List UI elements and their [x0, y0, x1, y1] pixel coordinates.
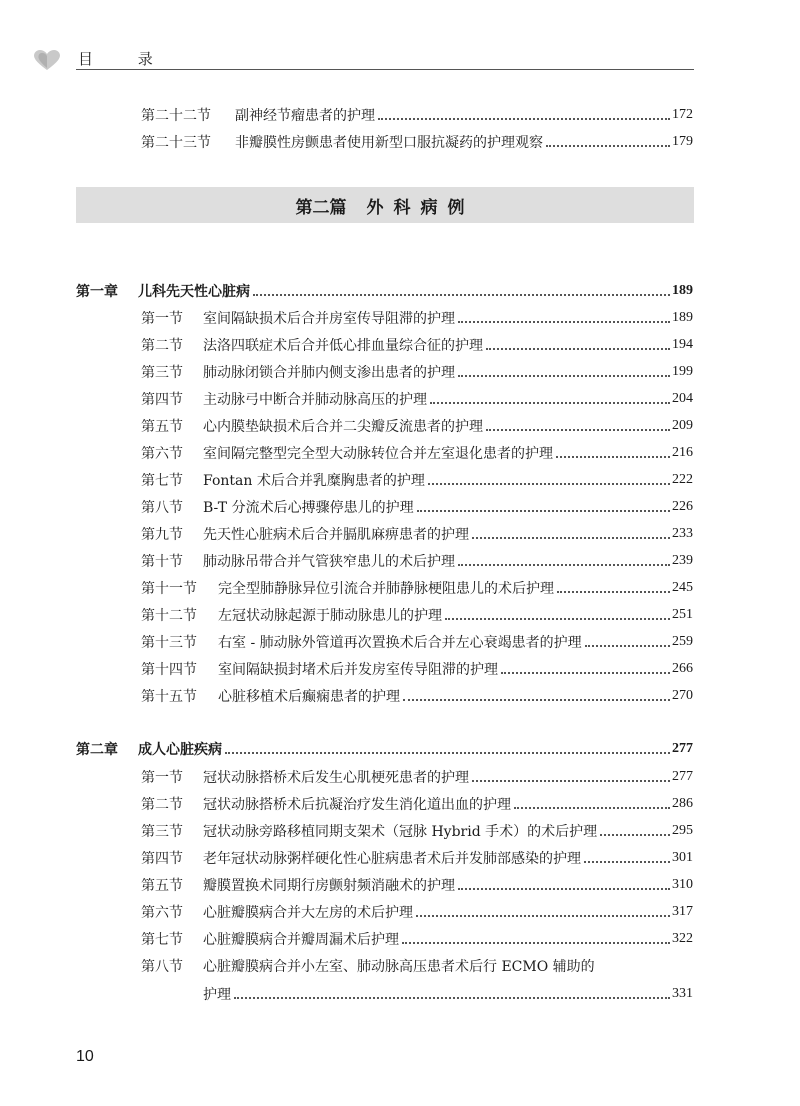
- section-number: 第二节: [141, 338, 183, 354]
- page-ref: 295: [672, 823, 693, 838]
- toc-row[interactable]: [141, 387, 693, 411]
- page-ref: 172: [672, 107, 693, 122]
- dot-leader: [501, 672, 670, 674]
- toc-row[interactable]: [141, 441, 693, 465]
- section-number: 第四节: [141, 851, 183, 867]
- heart-logo-icon: [32, 48, 62, 72]
- dot-leader: [458, 375, 670, 377]
- toc-row[interactable]: [141, 414, 693, 438]
- page-ref: 216: [672, 445, 693, 460]
- section-title: Fontan 术后合并乳糜胸患者的护理: [203, 473, 425, 489]
- dot-leader: [417, 510, 670, 512]
- toc-row[interactable]: [141, 630, 693, 654]
- section-title: 完全型肺静脉异位引流合并肺静脉梗阻患儿的术后护理: [218, 581, 554, 597]
- section-title: 冠状动脉旁路移植同期支架术（冠脉 Hybrid 手术）的术后护理: [203, 824, 598, 840]
- section-title: 冠状动脉搭桥术后发生心肌梗死患者的护理: [203, 770, 469, 786]
- part-heading: [76, 187, 694, 223]
- dot-leader: [472, 780, 670, 782]
- chapter-row[interactable]: [76, 737, 693, 761]
- page-ref: 222: [672, 472, 693, 487]
- toc-row[interactable]: [141, 900, 693, 924]
- dot-leader: [445, 618, 670, 620]
- page-ref: 277: [672, 741, 693, 756]
- page-ref: 239: [672, 553, 693, 568]
- section-number: 第九节: [141, 527, 183, 543]
- page-ref: 189: [672, 310, 693, 325]
- section-number: 第十五节: [141, 689, 197, 705]
- toc-row[interactable]: [141, 522, 693, 546]
- chapter-title: 儿科先天性心脏病: [138, 284, 250, 300]
- section-title: 冠状动脉搭桥术后抗凝治疗发生消化道出血的护理: [203, 797, 511, 813]
- dot-leader: [225, 752, 670, 754]
- section-title: 先天性心脏病术后合并膈肌麻痹患者的护理: [203, 527, 469, 543]
- toc-row[interactable]: [141, 927, 693, 951]
- section-title: 副神经节瘤患者的护理: [235, 108, 375, 124]
- section-title: 法洛四联症术后合并低心排血量综合征的护理: [203, 338, 483, 354]
- section-number: 第八节: [141, 959, 183, 975]
- section-title: 心内膜垫缺损术后合并二尖瓣反流患者的护理: [203, 419, 483, 435]
- section-title: 心脏瓣膜病合并大左房的术后护理: [203, 905, 413, 921]
- dot-leader: [428, 483, 670, 485]
- section-number: 第二节: [141, 797, 183, 813]
- dot-leader: [556, 456, 670, 458]
- dot-leader: [600, 834, 670, 836]
- section-title: 右室 - 肺动脉外管道再次置换术后合并左心衰竭患者的护理: [218, 635, 582, 651]
- page-ref: 277: [672, 769, 693, 784]
- dot-leader: [514, 807, 670, 809]
- section-title: 非瓣膜性房颤患者使用新型口服抗凝药的护理观察: [235, 135, 543, 151]
- toc-row[interactable]: [141, 603, 693, 627]
- dot-leader: [402, 942, 670, 944]
- section-title: 心脏移植术后癫痫患者的护理: [218, 689, 400, 705]
- dot-leader: [458, 888, 670, 890]
- page-ref: 199: [672, 364, 693, 379]
- dot-leader: [378, 118, 670, 120]
- section-number: 第十三节: [141, 635, 197, 651]
- chapter-title: 成人心脏疾病: [138, 742, 222, 758]
- section-number: 第七节: [141, 473, 183, 489]
- section-number: 第二十二节: [141, 108, 211, 124]
- toc-row[interactable]: [141, 684, 693, 708]
- page-ref: 310: [672, 877, 693, 892]
- toc-row-continuation[interactable]: [203, 982, 693, 1006]
- page-ref: 204: [672, 391, 693, 406]
- section-title: B-T 分流术后心搏骤停患儿的护理: [203, 500, 414, 516]
- dot-leader: [458, 321, 670, 323]
- toc-row[interactable]: [141, 954, 693, 978]
- page-ref: 194: [672, 337, 693, 352]
- dot-leader: [486, 348, 670, 350]
- page-number: 10: [76, 1048, 94, 1065]
- dot-leader: [234, 997, 670, 999]
- section-number: 第十一节: [141, 581, 197, 597]
- toc-row[interactable]: [141, 306, 693, 330]
- section-title: 室间隔缺损封堵术后并发房室传导阻滞的护理: [218, 662, 498, 678]
- part-title: 外科病例: [366, 197, 475, 218]
- toc-row[interactable]: [141, 765, 693, 789]
- section-title: 心脏瓣膜病合并瓣周漏术后护理: [203, 932, 399, 948]
- page-ref: 331: [672, 986, 693, 1001]
- page-ref: 270: [672, 688, 693, 703]
- section-number: 第一节: [141, 311, 183, 327]
- page-ref: 251: [672, 607, 693, 622]
- toc-row[interactable]: [141, 495, 693, 519]
- section-title: 主动脉弓中断合并肺动脉高压的护理: [203, 392, 427, 408]
- toc-row[interactable]: [141, 333, 693, 357]
- toc-row[interactable]: [141, 576, 693, 600]
- section-number: 第十四节: [141, 662, 197, 678]
- section-number: 第六节: [141, 446, 183, 462]
- dot-leader: [253, 294, 670, 296]
- page-ref: 179: [672, 134, 693, 149]
- toc-row[interactable]: [141, 549, 693, 573]
- toc-row[interactable]: [141, 792, 693, 816]
- dot-leader: [557, 591, 670, 593]
- section-number: 第六节: [141, 905, 183, 921]
- toc-row[interactable]: [141, 468, 693, 492]
- page-ref: 317: [672, 904, 693, 919]
- dot-leader: [486, 429, 670, 431]
- section-title: 心脏瓣膜病合并小左室、肺动脉高压患者术后行 ECMO 辅助的: [203, 959, 595, 975]
- section-number: 第三节: [141, 365, 183, 381]
- section-number: 第五节: [141, 419, 183, 435]
- section-title: 室间隔完整型完全型大动脉转位合并左室退化患者的护理: [203, 446, 553, 462]
- page-ref: 286: [672, 796, 693, 811]
- page-ref: 322: [672, 931, 693, 946]
- section-number: 第七节: [141, 932, 183, 948]
- section-title: 左冠状动脉起源于肺动脉患儿的护理: [218, 608, 442, 624]
- section-number: 第十二节: [141, 608, 197, 624]
- section-number: 第二十三节: [141, 135, 211, 151]
- page-ref: 209: [672, 418, 693, 433]
- page-ref: 301: [672, 850, 693, 865]
- dot-leader: [403, 699, 670, 701]
- page-ref: 245: [672, 580, 693, 595]
- page-ref: 259: [672, 634, 693, 649]
- toc-row[interactable]: [141, 873, 693, 897]
- toc-row[interactable]: [141, 103, 693, 127]
- toc-row[interactable]: [141, 657, 693, 681]
- chapter-number: 第一章: [76, 284, 118, 300]
- page-ref: 266: [672, 661, 693, 676]
- section-number: 第八节: [141, 500, 183, 516]
- section-title: 瓣膜置换术同期行房颤射频消融术的护理: [203, 878, 455, 894]
- dot-leader: [546, 145, 670, 147]
- chapter-number: 第二章: [76, 742, 118, 758]
- toc-row[interactable]: [141, 360, 693, 384]
- header-title: 目 录: [78, 50, 173, 68]
- toc-row[interactable]: [141, 846, 693, 870]
- section-title: 肺动脉闭锁合并肺内侧支渗出患者的护理: [203, 365, 455, 381]
- chapter-row[interactable]: [76, 279, 693, 303]
- toc-row[interactable]: [141, 130, 693, 154]
- dot-leader: [472, 537, 670, 539]
- page-header: [32, 44, 694, 72]
- page-ref: 233: [672, 526, 693, 541]
- dot-leader: [584, 861, 670, 863]
- section-number: 第五节: [141, 878, 183, 894]
- page-ref: 226: [672, 499, 693, 514]
- section-title: 老年冠状动脉粥样硬化性心脏病患者术后并发肺部感染的护理: [203, 851, 581, 867]
- toc-row[interactable]: [141, 819, 693, 843]
- section-title: 室间隔缺损术后合并房室传导阻滞的护理: [203, 311, 455, 327]
- section-number: 第三节: [141, 824, 183, 840]
- dot-leader: [430, 402, 670, 404]
- section-number: 第一节: [141, 770, 183, 786]
- header-rule: [76, 69, 694, 70]
- dot-leader: [585, 645, 670, 647]
- dot-leader: [458, 564, 670, 566]
- part-number: 第二篇: [295, 197, 347, 218]
- dot-leader: [416, 915, 670, 917]
- page-ref: 189: [672, 283, 693, 298]
- section-title: 肺动脉吊带合并气管狭窄患儿的术后护理: [203, 554, 455, 570]
- section-number: 第十节: [141, 554, 183, 570]
- section-number: 第四节: [141, 392, 183, 408]
- section-title-continued: 护理: [203, 987, 231, 1003]
